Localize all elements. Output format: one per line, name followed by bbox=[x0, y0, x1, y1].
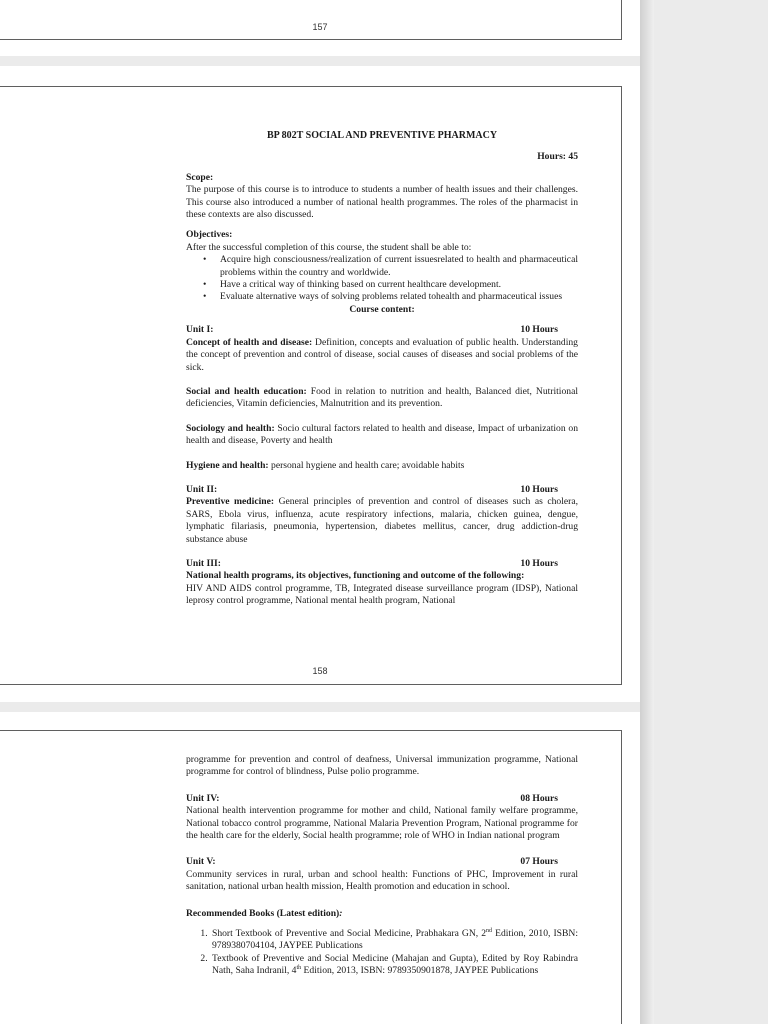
list-item bbox=[210, 953, 578, 978]
unit-5-text: Community services in rural, urban and school health: Functions of PHC, Improvement in rural sanitation, national urban health mission, Health promotion and education in school. bbox=[186, 868, 578, 893]
page-content bbox=[186, 130, 578, 608]
unit-2-text bbox=[186, 496, 578, 546]
books-heading-text: Recommended Books (Latest edition) bbox=[186, 907, 340, 919]
unit-1-section-2 bbox=[186, 386, 578, 411]
book-text: Edition, 2013, ISBN: 9789350901878, JAYPEE Publications bbox=[301, 965, 539, 977]
unit-3-text: HIV AND AIDS control programme, TB, Integrated disease surveillance program (IDSP), National leprosy control programme, National mental health program, National bbox=[186, 582, 578, 607]
page-159 bbox=[0, 712, 640, 1024]
objectives-heading: Objectives: bbox=[186, 229, 233, 241]
unit-hours: 08 Hours bbox=[520, 792, 558, 804]
page-157 bbox=[0, 0, 640, 56]
viewer-side-shadow bbox=[640, 0, 654, 1024]
unit-hours: 07 Hours bbox=[520, 856, 558, 868]
section-heading: Preventive medicine: bbox=[186, 496, 275, 508]
unit-3-header bbox=[186, 558, 578, 570]
unit-4-text: National health intervention programme for mother and child, National family welfare programme, National tobacco control programme, National Malaria Prevention Program, National programme for the health care for the elderly, Social health programme; role of WHO in Indian national program bbox=[186, 805, 578, 842]
objectives-intro: After the successful completion of this course, the student shall be able to: bbox=[186, 241, 472, 253]
unit-1-section-3 bbox=[186, 423, 578, 448]
page-number: 158 bbox=[312, 666, 328, 676]
page-number: 157 bbox=[312, 22, 328, 32]
unit-1-section-4 bbox=[186, 460, 578, 472]
book-text: Short Textbook of Preventive and Social Medicine, Prabhakara GN, 2 bbox=[212, 928, 487, 940]
section-text: Socio cultural factors related to health and disease, Impact of urbanization on health and disease, Poverty and health bbox=[186, 422, 578, 447]
objectives-list bbox=[186, 254, 578, 304]
section-heading: Concept of health and disease: bbox=[186, 336, 313, 348]
recommended-books-heading bbox=[186, 908, 578, 920]
course-content-heading: Course content: bbox=[349, 303, 415, 315]
unit-label: Unit III: bbox=[186, 557, 221, 569]
section-text: Definition, concepts and evaluation of public health. Understanding the concept of prevention and control of disease, social causes of diseases and social problems of the sick. bbox=[186, 336, 578, 373]
course-title: BP 802T SOCIAL AND PREVENTIVE PHARMACY bbox=[266, 130, 498, 141]
section-text: personal hygiene and health care; avoidable habits bbox=[268, 459, 465, 471]
list-item: • Acquire high consciousness/realization of current issuesrelated to health and pharmaceutical problems within the country and worldwide. bbox=[220, 254, 578, 279]
unit-5-header bbox=[186, 856, 578, 868]
unit-1-header bbox=[186, 324, 578, 336]
page-content bbox=[186, 754, 578, 978]
list-item: • Have a critical way of thinking based on current healthcare development. bbox=[220, 279, 578, 291]
list-item bbox=[210, 928, 578, 953]
page-158 bbox=[0, 66, 640, 702]
unit-2-header bbox=[186, 484, 578, 496]
book-list bbox=[186, 928, 578, 978]
section-text: General principles of prevention and control of diseases such as cholera, SARS, Ebola virus, influenza, acute respiratory infections, malaria, chicken guinea, dengue, lymphatic filariasis, pneumonia, hypertension, diabetes mellitus, cancer, drug addiction-drug substance abuse bbox=[186, 496, 578, 545]
scope-heading: Scope: bbox=[186, 171, 214, 183]
section-heading: Social and health education: bbox=[186, 385, 307, 397]
total-hours: Hours: 45 bbox=[537, 151, 578, 163]
scope-text: The purpose of this course is to introduce to students a number of health issues and their challenges. This course also introduced a number of national health programmes. The roles of the pharmacist in these contexts are also discussed. bbox=[186, 184, 578, 221]
book-text: Edition, 2010, ISBN: 9789380704104, JAYPEE Publications bbox=[212, 928, 578, 952]
unit-hours: 10 Hours bbox=[520, 483, 558, 495]
section-heading: Hygiene and health: bbox=[186, 459, 269, 471]
section-heading: Sociology and health: bbox=[186, 422, 275, 434]
unit-3-heading: National health programs, its objectives, functioning and outcome of the following: bbox=[186, 570, 525, 582]
book-text: Textbook of Preventive and Social Medicine (Mahajan and Gupta), Edited by Roy Rabindra Nath, Saha Indranil, 4 bbox=[212, 952, 578, 977]
unit-4-header bbox=[186, 793, 578, 805]
book-edition-suffix: th bbox=[296, 965, 302, 972]
unit-1-section-1 bbox=[186, 337, 578, 374]
list-item: • Evaluate alternative ways of solving problems related tohealth and pharmaceutical issues bbox=[220, 291, 578, 303]
unit-label: Unit V: bbox=[186, 856, 216, 868]
unit-hours: 10 Hours bbox=[520, 324, 558, 336]
unit-hours: 10 Hours bbox=[520, 557, 558, 569]
unit-label: Unit I: bbox=[186, 324, 214, 336]
books-heading-colon: : bbox=[339, 907, 343, 919]
unit-label: Unit II: bbox=[186, 483, 218, 495]
page-frame bbox=[0, 0, 622, 40]
unit-label: Unit IV: bbox=[186, 792, 220, 804]
section-text: Food in relation to nutrition and health, Balanced diet, Nutritional deficiencies, Vitamin deficiencies, Malnutrition and its prevention. bbox=[186, 385, 578, 410]
book-edition-suffix: nd bbox=[486, 927, 493, 934]
continued-text: programme for prevention and control of deafness, Universal immunization programme, National programme for control of blindness, Pulse polio programme. bbox=[186, 754, 578, 778]
